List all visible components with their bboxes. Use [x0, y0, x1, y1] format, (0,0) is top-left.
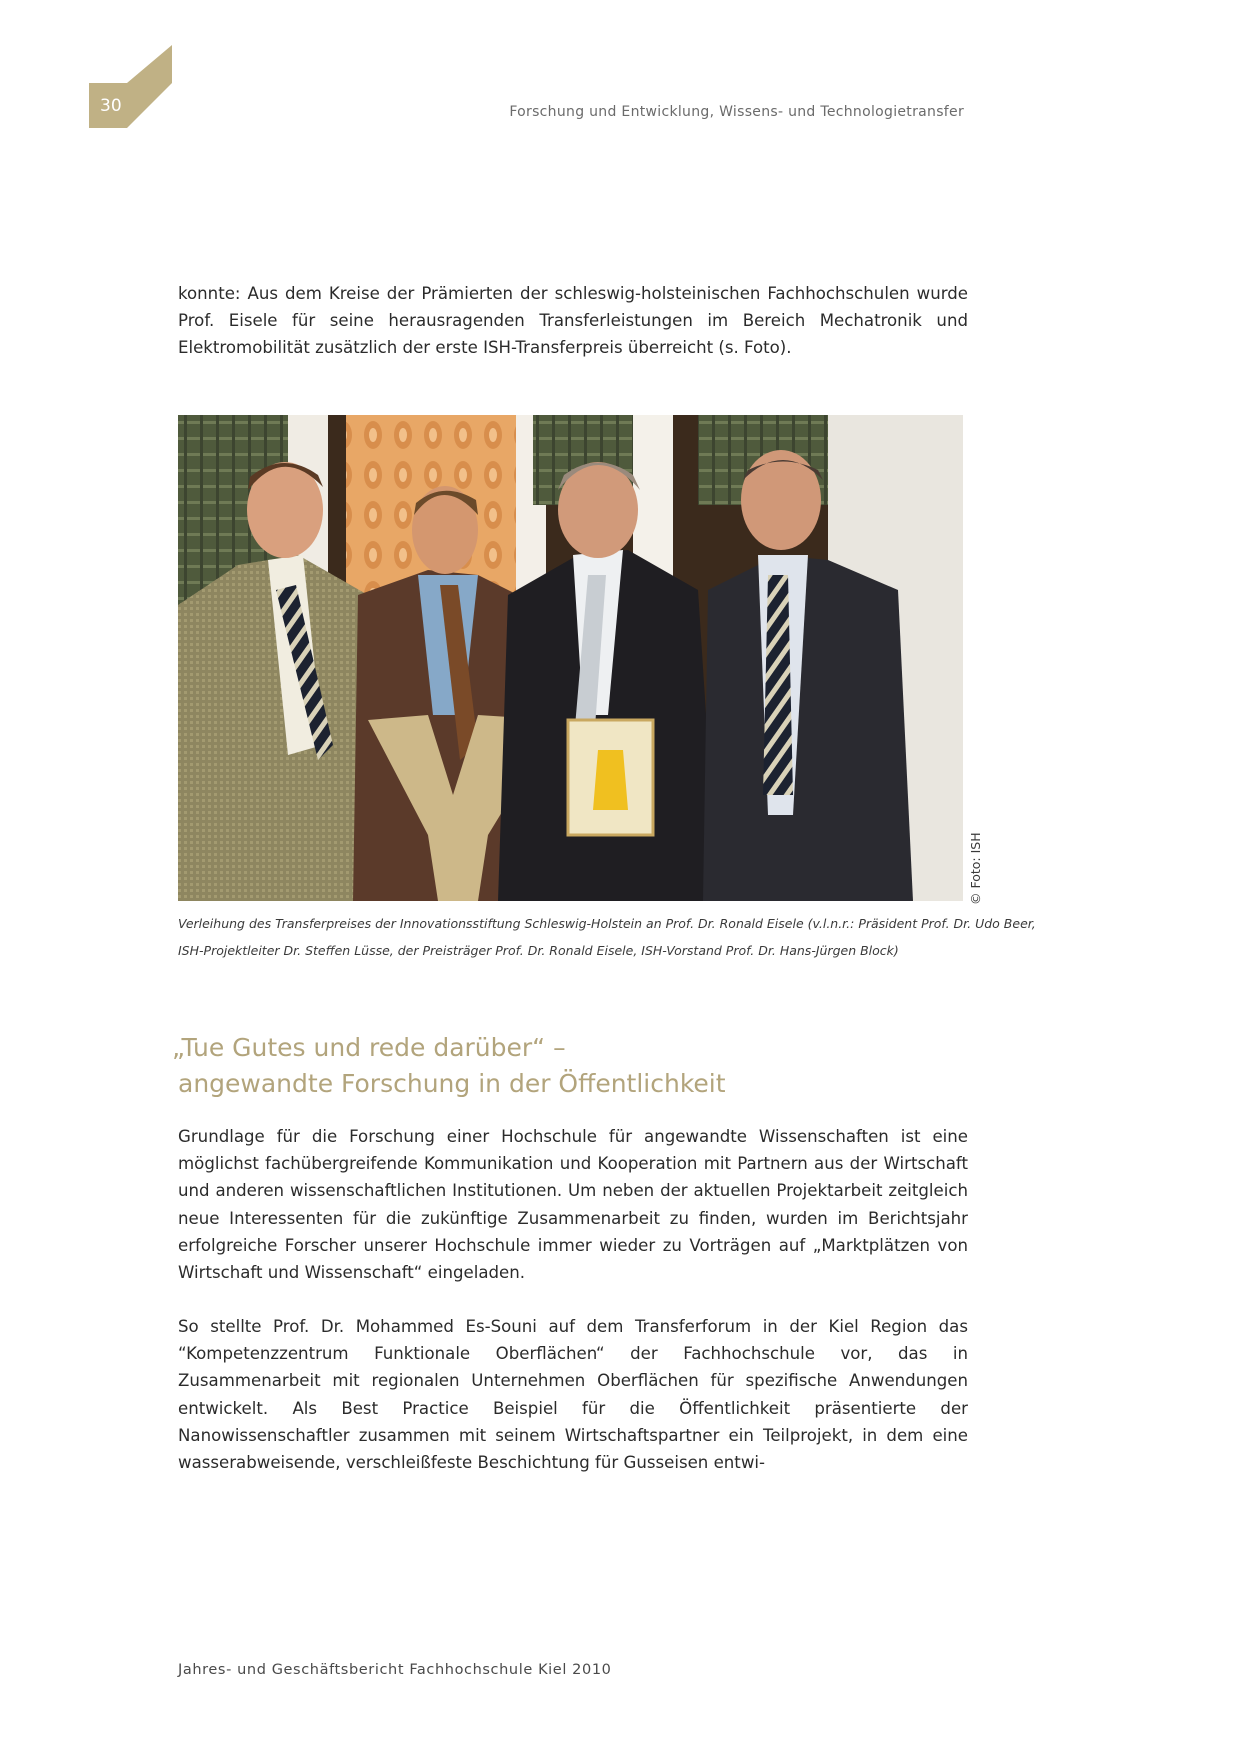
intro-paragraph: konnte: Aus dem Kreise der Prämierten der schleswig-holsteinischen Fachhochschulen wurde Prof. Eisele für seine herausragenden Transferleistungen im Bereich Mechatronik und Elektromobilität zusätzlich der erste ISH-Transferpreis überreicht (s. Foto). [178, 284, 968, 358]
caption-line: Verleihung des Transferpreises der Innovationsstiftung Schleswig-Holstein an Prof. Dr. Ronald Eisele (v.l.n.r.: Präsident Prof. Dr. Udo Beer, [178, 916, 1036, 931]
section-heading-line: angewandte Forschung in der Öffentlichkeit [178, 1069, 726, 1098]
caption-line: ISH-Projektleiter Dr. Steffen Lüsse, der Preisträger Prof. Dr. Ronald Eisele, ISH-Vorstand Prof. Dr. Hans-Jürgen Block) [178, 943, 899, 958]
page-number: 30 [100, 96, 122, 116]
photo-credit: © Foto: ISH [968, 832, 983, 905]
section-heading [172, 1030, 726, 1102]
page-footer: Jahres- und Geschäftsbericht Fachhochschule Kiel 2010 [178, 1662, 612, 1678]
award-ceremony-photo [178, 415, 963, 901]
body-paragraph: Grundlage für die Forschung einer Hochschule für angewandte Wissenschaften ist eine möglichst fachübergreifende Kommunikation und Kooperation mit Partnern aus der Wirtschaft und anderen wissenschaftlichen Institutionen. Um neben der aktuellen Projektarbeit zeitgleich neue Interessenten für die zukünftige Zusammenarbeit zu finden, wurden im Berichtsjahr erfolgreiche Forscher unserer Hochschule immer wieder zu Vorträgen auf „Marktplätzen von Wirtschaft und Wissenschaft“ eingeladen. [178, 1127, 968, 1283]
body-paragraph: So stellte Prof. Dr. Mohammed Es-Souni auf dem Transferforum in der Kiel Region das “Kompetenzzentrum Funktionale Oberflächen“ der Fachhochschule vor, das in Zusammenarbeit mit regionalen Unternehmen Oberflächen für spezifische Anwendungen entwickelt. Als Best Practice Beispiel für die Öffentlichkeit präsentierte der Nanowissenschaftler zusammen mit seinem Wirtschaftspartner ein Teilprojekt, in dem eine wasserabweisende, verschleißfeste Beschichtung für Gusseisen entwi- [178, 1317, 968, 1473]
section-heading-line: „Tue Gutes und rede darüber“ – [172, 1033, 566, 1062]
running-header: Forschung und Entwicklung, Wissens- und Technologietransfer [509, 104, 964, 120]
photo-caption [178, 910, 1036, 964]
